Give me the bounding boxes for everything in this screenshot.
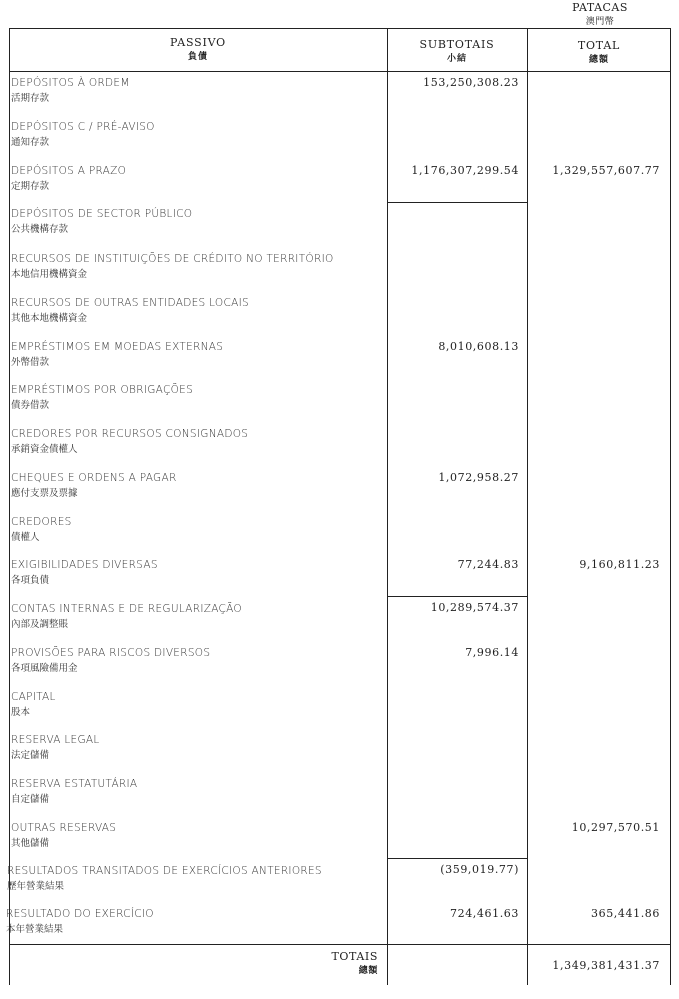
header-passivo-pt: PASSIVO bbox=[170, 36, 226, 49]
row-label bbox=[11, 821, 383, 851]
currency-zh: 澳門幣 bbox=[585, 17, 615, 27]
totais-label bbox=[300, 950, 378, 978]
row-label bbox=[11, 733, 383, 763]
row-label bbox=[11, 76, 383, 106]
row-label-pt: EMPRÉSTIMOS POR OBRIGAÇÕES bbox=[11, 384, 194, 396]
row-label-zh: 各項風險備用金 bbox=[11, 663, 78, 674]
totais-value: 1,349,381,431.37 bbox=[552, 959, 660, 972]
row-label bbox=[11, 252, 383, 282]
header-total bbox=[527, 38, 671, 68]
row-label-zh: 其他本地機構資金 bbox=[11, 313, 88, 324]
subtotal-value: 10,289,574.37 bbox=[430, 601, 519, 614]
row-label-zh: 本年營業結果 bbox=[6, 924, 64, 935]
header-passivo-zh: 負債 bbox=[187, 52, 208, 62]
row-label bbox=[11, 777, 383, 807]
currency-label bbox=[560, 0, 640, 30]
totais-label-zh: 總額 bbox=[358, 966, 378, 976]
row-label-zh: 活期存款 bbox=[11, 93, 50, 104]
header-passivo bbox=[9, 35, 387, 65]
header-subtotais bbox=[387, 37, 527, 67]
row-label bbox=[11, 558, 383, 588]
subtotal-value: 1,176,307,299.54 bbox=[411, 164, 519, 177]
totals-rule bbox=[9, 944, 671, 945]
row-label-pt: RESULTADO DO EXERCÍCIO bbox=[6, 908, 154, 920]
row-label bbox=[11, 340, 383, 370]
column-divider-left bbox=[387, 28, 388, 985]
row-label bbox=[6, 907, 378, 937]
row-label-pt: CONTAS INTERNAS E DE REGULARIZAÇÃO bbox=[11, 603, 243, 615]
subtotal-value: (359,019.77) bbox=[440, 863, 519, 876]
row-label bbox=[11, 296, 383, 326]
row-label-pt: EXIGIBILIDADES DIVERSAS bbox=[11, 559, 158, 571]
row-label-zh: 公共機構存款 bbox=[11, 224, 69, 235]
row-label-zh: 歷年營業結果 bbox=[7, 881, 65, 892]
row-label bbox=[11, 471, 383, 501]
row-label-zh: 應付支票及票據 bbox=[11, 488, 78, 499]
row-label-zh: 自定儲備 bbox=[11, 794, 50, 805]
row-label-zh: 定期存款 bbox=[11, 181, 50, 192]
subtotal-rule-2 bbox=[387, 596, 527, 597]
subtotal-value: 724,461.63 bbox=[450, 907, 519, 920]
row-label-pt: RECURSOS DE INSTITUIÇÕES DE CRÉDITO NO TERRITÓRIO bbox=[11, 253, 334, 265]
row-label-pt: CHEQUES E ORDENS A PAGAR bbox=[11, 472, 177, 484]
row-label-pt: DEPÓSITOS À ORDEM bbox=[11, 77, 130, 89]
row-label-pt: CREDORES bbox=[11, 516, 72, 528]
row-label-zh: 承銷資金債權人 bbox=[11, 444, 78, 455]
row-label bbox=[11, 207, 383, 237]
row-label-pt: CAPITAL bbox=[11, 691, 56, 703]
row-label-zh: 債券借款 bbox=[11, 400, 50, 411]
subtotal-rule-1 bbox=[387, 202, 527, 203]
row-label-pt: RESULTADOS TRANSITADOS DE EXERCÍCIOS ANTERIORES bbox=[7, 865, 322, 877]
total-value: 365,441.86 bbox=[591, 907, 660, 920]
row-label bbox=[11, 164, 383, 194]
total-value: 10,297,570.51 bbox=[571, 821, 660, 834]
currency-pt: PATACAS bbox=[572, 1, 628, 14]
row-label bbox=[11, 383, 383, 413]
row-label-zh: 內部及調整賬 bbox=[11, 619, 69, 630]
subtotal-value: 7,996.14 bbox=[465, 646, 519, 659]
subtotal-value: 153,250,308.23 bbox=[423, 76, 519, 89]
row-label-zh: 股本 bbox=[11, 707, 31, 718]
row-label-zh: 通知存款 bbox=[11, 137, 50, 148]
row-label-zh: 各項負債 bbox=[11, 575, 50, 586]
row-label-pt: RESERVA ESTATUTÁRIA bbox=[11, 778, 138, 790]
row-label-pt: DEPÓSITOS A PRAZO bbox=[11, 165, 127, 177]
subtotal-rule-3 bbox=[387, 858, 527, 859]
totais-label-pt: TOTAIS bbox=[331, 950, 378, 963]
header-subtotais-zh: 小結 bbox=[446, 54, 467, 64]
row-label-pt: CREDORES POR RECURSOS CONSIGNADOS bbox=[11, 428, 249, 440]
row-label-pt: DEPÓSITOS C / PRÉ-AVISO bbox=[11, 121, 155, 133]
header-total-pt: TOTAL bbox=[577, 39, 621, 52]
total-value: 9,160,811.23 bbox=[579, 558, 660, 571]
row-label-pt: RESERVA LEGAL bbox=[11, 734, 100, 746]
row-label bbox=[11, 515, 383, 545]
row-label-pt: EMPRÉSTIMOS EM MOEDAS EXTERNAS bbox=[11, 341, 224, 353]
row-label-pt: OUTRAS RESERVAS bbox=[11, 822, 117, 834]
row-label-pt: RECURSOS DE OUTRAS ENTIDADES LOCAIS bbox=[11, 297, 249, 309]
row-label bbox=[11, 602, 383, 632]
row-label-zh: 法定儲備 bbox=[11, 750, 50, 761]
row-label bbox=[7, 864, 379, 894]
header-rule bbox=[9, 71, 671, 72]
row-label-zh: 本地信用機構資金 bbox=[11, 269, 88, 280]
header-subtotais-pt: SUBTOTAIS bbox=[419, 38, 495, 51]
total-value: 1,329,557,607.77 bbox=[552, 164, 660, 177]
column-divider-right bbox=[527, 28, 528, 985]
header-total-zh: 總額 bbox=[588, 55, 609, 65]
row-label-pt: DEPÓSITOS DE SECTOR PÚBLICO bbox=[11, 208, 193, 220]
subtotal-value: 1,072,958.27 bbox=[438, 471, 519, 484]
row-label-zh: 債權人 bbox=[11, 532, 40, 543]
subtotal-value: 8,010,608.13 bbox=[438, 340, 519, 353]
row-label bbox=[11, 690, 383, 720]
subtotal-value: 77,244.83 bbox=[457, 558, 519, 571]
row-label-pt: PROVISÕES PARA RISCOS DIVERSOS bbox=[11, 647, 211, 659]
row-label bbox=[11, 427, 383, 457]
row-label-zh: 其他儲備 bbox=[11, 838, 50, 849]
row-label-zh: 外幣借款 bbox=[11, 357, 50, 368]
row-label bbox=[11, 120, 383, 150]
row-label bbox=[11, 646, 383, 676]
